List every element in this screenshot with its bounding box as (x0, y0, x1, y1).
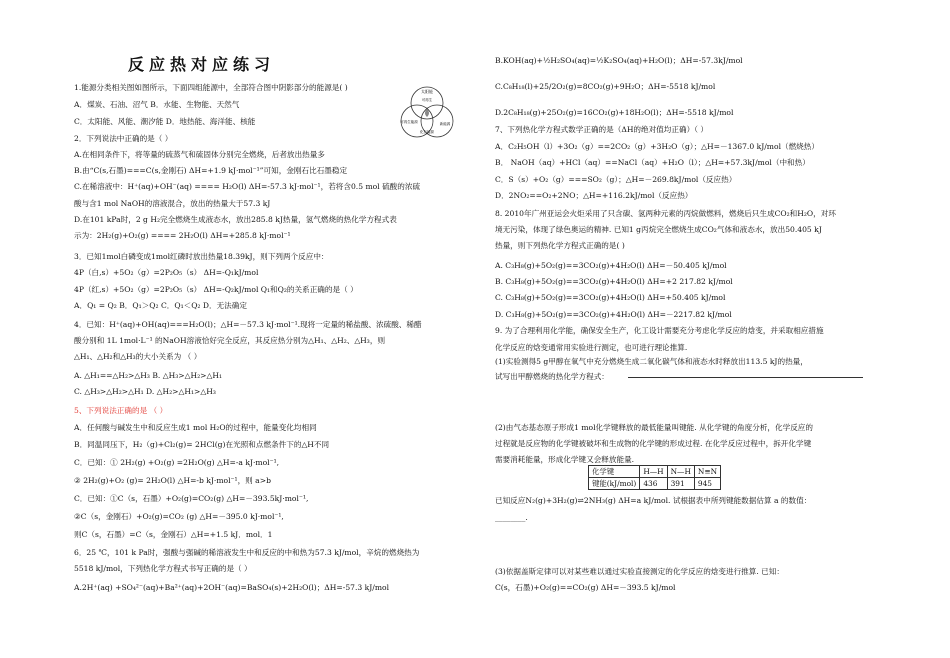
text-line: A. △H₁==△H₂>△H₃ B. △H₃>△H₂>△H₁ (74, 371, 222, 380)
text-line: 4P（红,s）+5O₂（g）=2P₂O₅（s） ΔH=-Q₂kJ/mol Q₁和Q₂的关系正确的是（ ） (74, 285, 358, 294)
text-line: D. C₃H₈(g)+5O₂(g)==3CO₂(g)+4H₂O(l) ΔH=－2217.82 kJ/mol (495, 310, 732, 319)
text-line: C.在稀溶液中：H⁺(aq)+OH⁻(aq) ==== H₂O(l) ΔH=-57.3 kJ·mol⁻¹，若将含0.5 mol 硫酸的浓硫 (74, 182, 421, 191)
text-line: B． NaOH（aq）+HCl（aq）==NaCl（aq）+H₂O（l）；△H=+57.3kJ/mol（中和热） (495, 158, 810, 167)
text-line: C. △H₃>△H₂>△H₁ D. △H₂>△H₁>△H₃ (74, 387, 216, 396)
text-line: 5518 kJ/mol，下列热化学方程式书写正确的是（ ） (74, 564, 252, 573)
venn-label-top: 太阳能 (421, 89, 433, 94)
table-header-cell: 化学键 (589, 466, 640, 478)
text-line: C．已知：①C（s，石墨）+O₂(g)=CO₂(g) △H=－393.5kJ·mol⁻¹, (74, 494, 309, 503)
answer-blank[interactable] (628, 377, 863, 378)
text-line: ________. (495, 513, 528, 522)
text-line: 8. 2010年广州亚运会火炬采用了只含碳、氢两种元素的丙烷做燃料，燃烧后只生成CO₂和H₂O，对环 (495, 209, 836, 218)
venn-label-right: 新能源 (439, 122, 451, 126)
text-line: C．太阳能、风能、潮汐能 D．地热能、海洋能、核能 (74, 117, 256, 126)
text-line: A．煤炭、石油、沼气 B．水能、生物能、天然气 (74, 100, 240, 109)
text-line: A. C₃H₈(g)+5O₂(g)==3CO₂(g)+4H₂O(l) ΔH=－50.405 kJ/mol (495, 261, 727, 270)
text-line: ② 2H₂(g)+O₂ (g)= 2H₂O(l) △H=-b kJ·mol⁻¹，则 a>b (74, 476, 271, 485)
table-row (589, 478, 721, 490)
table-row-label: 键能(kJ/mol) (589, 478, 640, 490)
energy-venn-diagram (397, 83, 457, 143)
table-row (589, 466, 721, 478)
text-line: B.KOH(aq)+½H₂SO₄(aq)=½K₂SO₄(aq)+H₂O(l)；ΔH=-57.3kJ/mol (495, 56, 743, 65)
text-line: △H₁、△H₂和△H₃的大小关系为 （ ） (74, 352, 202, 361)
text-line: 热量，则下列热化学方程式正确的是( ) (495, 241, 625, 250)
text-line: D.在101 kPa时，2 g H₂完全燃烧生成液态水，放出285.8 kJ热量，氢气燃烧的热化学方程式表 (74, 215, 397, 224)
text-line: 4P（白,s）+5O₂（g）=2P₂O₅（s） ΔH=-Q₁kJ/mol (74, 268, 259, 277)
text-line: 则C（s，石墨）=C（s，金刚石）△H=+1.5 kJ．mol．1 (74, 530, 273, 539)
text-line: 1.能源分类相关图如图所示，下面四组能源中，全部符合图中阴影部分的能源是( ) (74, 83, 348, 92)
text-line: C.C₈H₁₈(l)+25/2O₂(g)=8CO₂(g)+9H₂O；ΔH=-5518 kJ/mol (495, 82, 716, 91)
text-line: 化学反应的焓变通常用实验进行测定，也可进行理论推算. (495, 343, 688, 352)
text-line: 9. 为了合理利用化学能，确保安全生产，化工设计需要充分考虑化学反应的焓变，并采取相应措施 (495, 326, 824, 335)
text-line: (2)由气态基态原子形成1 mol化学键释放的最低能量叫键能. 从化学键的角度分析，化学反应的 (495, 423, 813, 432)
text-line: 6．25 ℃，101 k Pa时，强酸与强碱的稀溶液发生中和反应的中和热为57.3 kJ/mol，辛烷的燃烧热为 (74, 548, 420, 557)
text-line: (3)依据盖斯定律可以对某些难以通过实验直接测定的化学反应的焓变进行推算. 已知： (495, 567, 784, 576)
text-line: A．C₂H₅OH（l）+3O₂（g）==2CO₂（g）+3H₂O（g）；△H=－1367.0 kJ/mol（燃烧热） (495, 142, 819, 151)
text-line: D．2NO₂==O₂+2NO；△H=+116.2kJ/mol（反应热） (495, 191, 693, 200)
text-line: 3．已知1mol白磷变成1mol红磷时放出热量18.39kJ，则下列两个反应中： (74, 252, 329, 261)
text-line: (1)实验测得5 g甲醇在氧气中充分燃烧生成二氧化碳气体和液态水时释放出113.5 kJ的热量， (495, 357, 808, 366)
text-line: 5、下列说法正确的是 （ ） (74, 406, 168, 415)
venn-label-bottom: 化石能源 (420, 130, 434, 134)
text-line: C(s，石墨)+O₂(g)==CO₂(g) ΔH=－393.5 kJ/mol (495, 583, 676, 592)
text-line: 试写出甲醇燃烧的热化学方程式： (495, 372, 609, 381)
bond-energy-table (588, 465, 721, 490)
text-line: 已知反应N₂(g)+3H₂(g)⇌2NH₃(g) ΔH=a kJ/mol. 试根据表中所列键能数据估算 a 的数值： (495, 496, 812, 505)
venn-label-center: 可再生 (421, 98, 433, 102)
table-header-cell: N≡N (694, 466, 720, 478)
text-line: A．Q₁ = Q₂ B．Q₁＞Q₂ C．Q₁＜Q₂ D．无法确定 (74, 301, 247, 310)
text-line: B. C₃H₈(g)+5O₂(g)==3CO₂(g)+4H₂O(l) ΔH=+2 217.82 kJ/mol (495, 277, 733, 286)
text-line: 酸与含1 mol NaOH的溶液混合，放出的热量大于57.3 kJ (74, 199, 271, 208)
text-line: 酸分别和 1L 1mol·L⁻¹ 的NaOH溶液恰好完全反应，其反应热分别为△H₁、△H₂、△H₃，则 (74, 336, 386, 345)
table-header-cell: N—H (667, 466, 694, 478)
text-line: 示为：2H₂(g)+O₂(g) ==== 2H₂O(l) ΔH=+285.8 kJ·mol⁻¹ (74, 231, 291, 240)
text-line: 7、下列热化学方程式数学正确的是（ΔH的绝对值均正确）（ ） (495, 125, 708, 134)
text-line: A.在相同条件下，将等量的硫蒸气和硫固体分别完全燃烧，后者放出热量多 (74, 150, 325, 159)
page-title: 反应热对应练习 (128, 55, 276, 74)
text-line: C．S（s）+O₂（g）===SO₂（g）；△H=－269.8kJ/mol（反应热） (495, 175, 737, 184)
venn-label-left: 可再生能源 (400, 120, 418, 124)
table-header-cell: H—H (640, 466, 667, 478)
text-line: A.2H⁺(aq) +SO₄²⁻(aq)+Ba²⁺(aq)+2OH⁻(aq)=BaSO₄(s)+2H₂O(l)；ΔH=-57.3 kJ/mol (74, 583, 390, 592)
text-line: 过程就是反应物的化学键被破坏和生成物的化学键的形成过程. 在化学反应过程中，拆开化学键 (495, 439, 812, 448)
table-cell: 436 (640, 478, 667, 490)
text-line: ②C（s，金刚石）+O₂(g)=CO₂ (g) △H=－395.0 kJ·mol⁻¹, (74, 512, 284, 521)
text-line: 2．下列说法中正确的是（ ） (74, 134, 173, 143)
text-line: B.由“C(s,石墨)===C(s,金刚石) ΔH=+1.9 kJ·mol⁻¹”可知，金刚石比石墨稳定 (74, 166, 348, 175)
text-line: A．任何酸与碱发生中和反应生成1 mol H₂O的过程中，能量变化均相同 (74, 423, 317, 432)
text-line: 需要消耗能量，形成化学键又会释放能量. (495, 455, 635, 464)
text-line: 4．已知：H⁺(aq)+OH(aq)===H₂O(l)；△H=－57.3 kJ·mol⁻¹.现将一定量的稀盐酸、浓硫酸、稀醋 (74, 320, 422, 329)
text-line: 境无污染，体现了绿色奥运的精神. 已知1 g丙烷完全燃烧生成CO₂气体和液态水，放出50.405 kJ (495, 225, 822, 234)
table-cell: 945 (694, 478, 720, 490)
table-cell: 391 (667, 478, 694, 490)
text-line: D.2C₈H₁₈(g)+25O₂(g)=16CO₂(g)+18H₂O(l)；ΔH=-5518 kJ/mol (495, 108, 734, 117)
text-line: B．同温同压下，H₂（g)+Cl₂(g)= 2HCl(g)在光照和点燃条件下的△H不同 (74, 440, 330, 449)
text-line: C．已知：① 2H₂(g) +O₂(g) =2H₂O(g) △H=-a kJ·mol⁻¹, (74, 458, 280, 467)
text-line: C. C₃H₈(g)+5O₂(g)==3CO₂(g)+4H₂O(l) ΔH=+50.405 kJ/mol (495, 293, 726, 302)
